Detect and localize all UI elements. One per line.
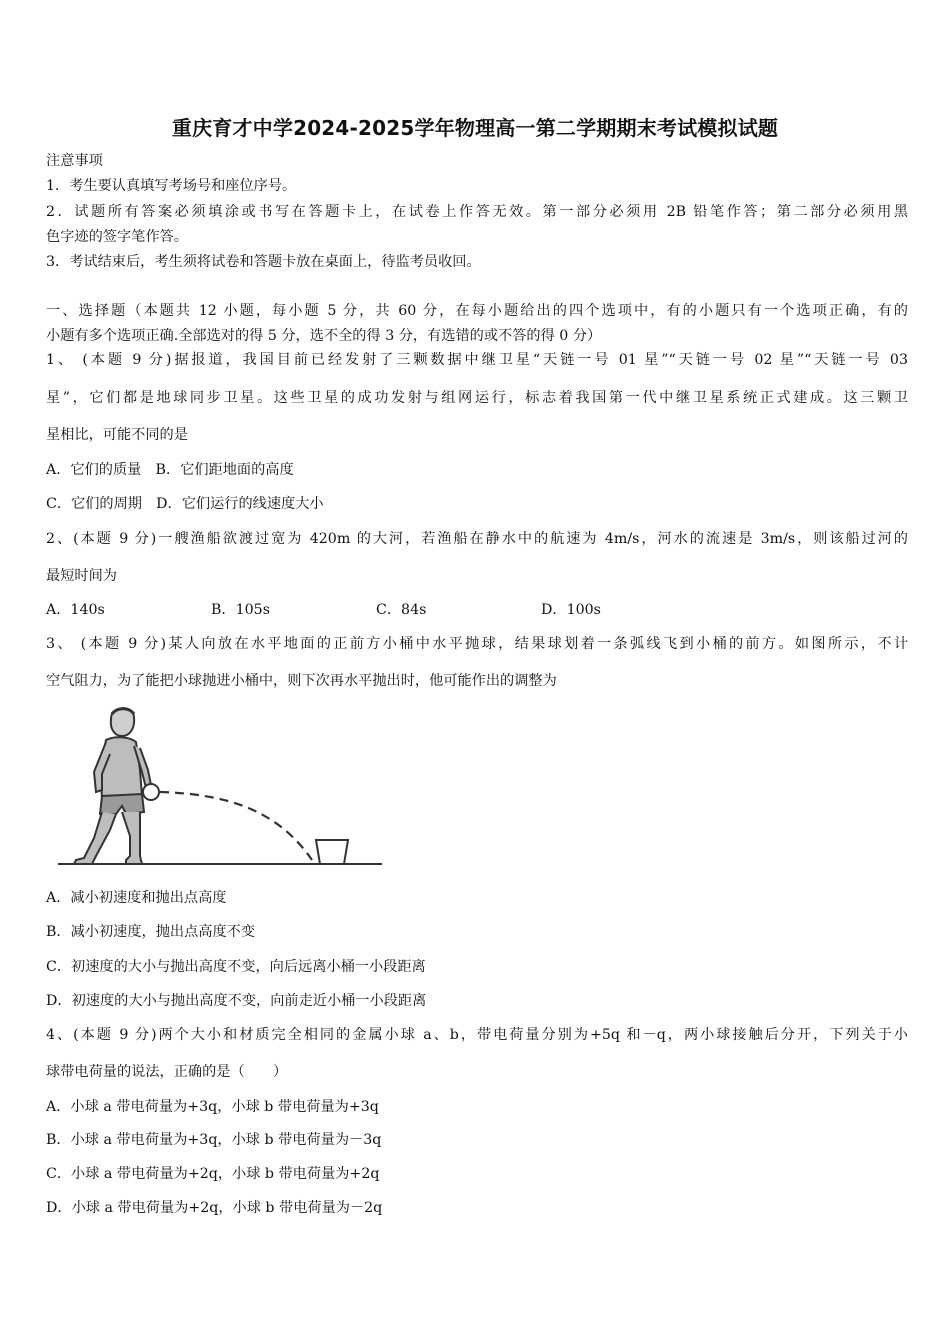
notice-item-2-cont: 色字迹的签字笔作答。 (46, 229, 188, 245)
q3-option-d: D．初速度的大小与抛出高度不变，向前走近小桶一小段距离 (46, 993, 427, 1009)
q4-option-d: D．小球 a 带电荷量为+2q，小球 b 带电荷量为－2q (46, 1200, 383, 1216)
q2-options (46, 600, 908, 620)
q3-option-c: C．初速度的大小与抛出高度不变，向后远离小桶一小段距离 (46, 959, 426, 975)
q3-stem-line2: 空气阻力，为了能把小球抛进小桶中，则下次再水平抛出时，他可能作出的调整为 (46, 673, 557, 689)
q2-option-b: B．105s (211, 602, 270, 618)
exam-title: 重庆育才中学2024-2025学年物理高一第二学期期末考试模拟试题 (171, 116, 779, 140)
q2-option-a: A．140s (46, 602, 105, 618)
q3-option-a: A．减小初速度和抛出点高度 (46, 890, 227, 906)
notice-item-2: 2．试题所有答案必须填涂或书写在答题卡上，在试卷上作答无效。第一部分必须用 2B 铅笔作答；第二部分必须用黑 (46, 204, 908, 220)
q2-stem-line1: 2、(本题 9 分)一艘渔船欲渡过宽为 420m 的大河，若渔船在静水中的航速为 4m/s，河水的流速是 3m/s，则该船过河的 (46, 531, 908, 547)
q1-stem-line3: 星相比，可能不同的是 (46, 427, 188, 443)
section-instructions-line1: 一、选择题（本题共 12 小题，每小题 5 分，共 60 分，在每小题给出的四个选项中，有的小题只有一个选项正确，有的 (46, 303, 908, 319)
q1-stem-line1: 1、 (本题 9 分)据报道，我国目前已经发射了三颗数据中继卫星“天链一号 01 星”“天链一号 02 星”“天链一号 03 (46, 352, 908, 368)
section-instructions-line2: 小题有多个选项正确.全部选对的得 5 分，选不全的得 3 分，有选错的或不答的得 0 分） (46, 328, 602, 344)
q4-option-c: C．小球 a 带电荷量为+2q，小球 b 带电荷量为+2q (46, 1166, 380, 1182)
q1-options-row1: A．它们的质量 B．它们距地面的高度 (46, 462, 294, 478)
person-shorts (100, 794, 144, 814)
q4-option-b: B．小球 a 带电荷量为+3q，小球 b 带电荷量为－3q (46, 1132, 382, 1148)
q2-stem-line2: 最短时间为 (46, 568, 117, 584)
q1-options-row2: C．它们的周期 D．它们运行的线速度大小 (46, 496, 324, 512)
q3-stem-line1: 3、 (本题 9 分)某人向放在水平地面的正前方小桶中水平抛球，结果球划着一条弧线飞到小桶的前方。如图所示，不计 (46, 636, 908, 652)
ball-trajectory (160, 792, 312, 860)
q4-stem-line2: 球带电荷量的说法，正确的是（ ） (46, 1064, 288, 1080)
q4-option-a: A．小球 a 带电荷量为+3q，小球 b 带电荷量为+3q (46, 1099, 379, 1115)
person-leg-front (122, 812, 142, 864)
q3-option-b: B．减小初速度，抛出点高度不变 (46, 924, 256, 940)
q2-option-c: C．84s (376, 602, 427, 618)
notice-item-1: 1．考生要认真填写考场号和座位序号。 (46, 178, 297, 194)
q4-stem-line1: 4、(本题 9 分)两个大小和材质完全相同的金属小球 a、b，带电荷量分别为+5q 和－q，两小球接触后分开，下列关于小 (46, 1027, 908, 1043)
q1-stem-line2: 星”，它们都是地球同步卫星。这些卫星的成功发射与组网运行，标志着我国第一代中继卫星系统正式建成。这三颗卫 (46, 390, 908, 406)
q2-option-d: D．100s (541, 602, 601, 618)
bucket (316, 840, 348, 864)
notice-item-3: 3．考试结束后，考生须将试卷和答题卡放在桌面上，待监考员收回。 (46, 254, 481, 270)
notice-heading: 注意事项 (46, 153, 103, 169)
ball (143, 784, 159, 800)
throwing-ball-figure (50, 700, 390, 875)
person-leg-back (74, 812, 116, 864)
